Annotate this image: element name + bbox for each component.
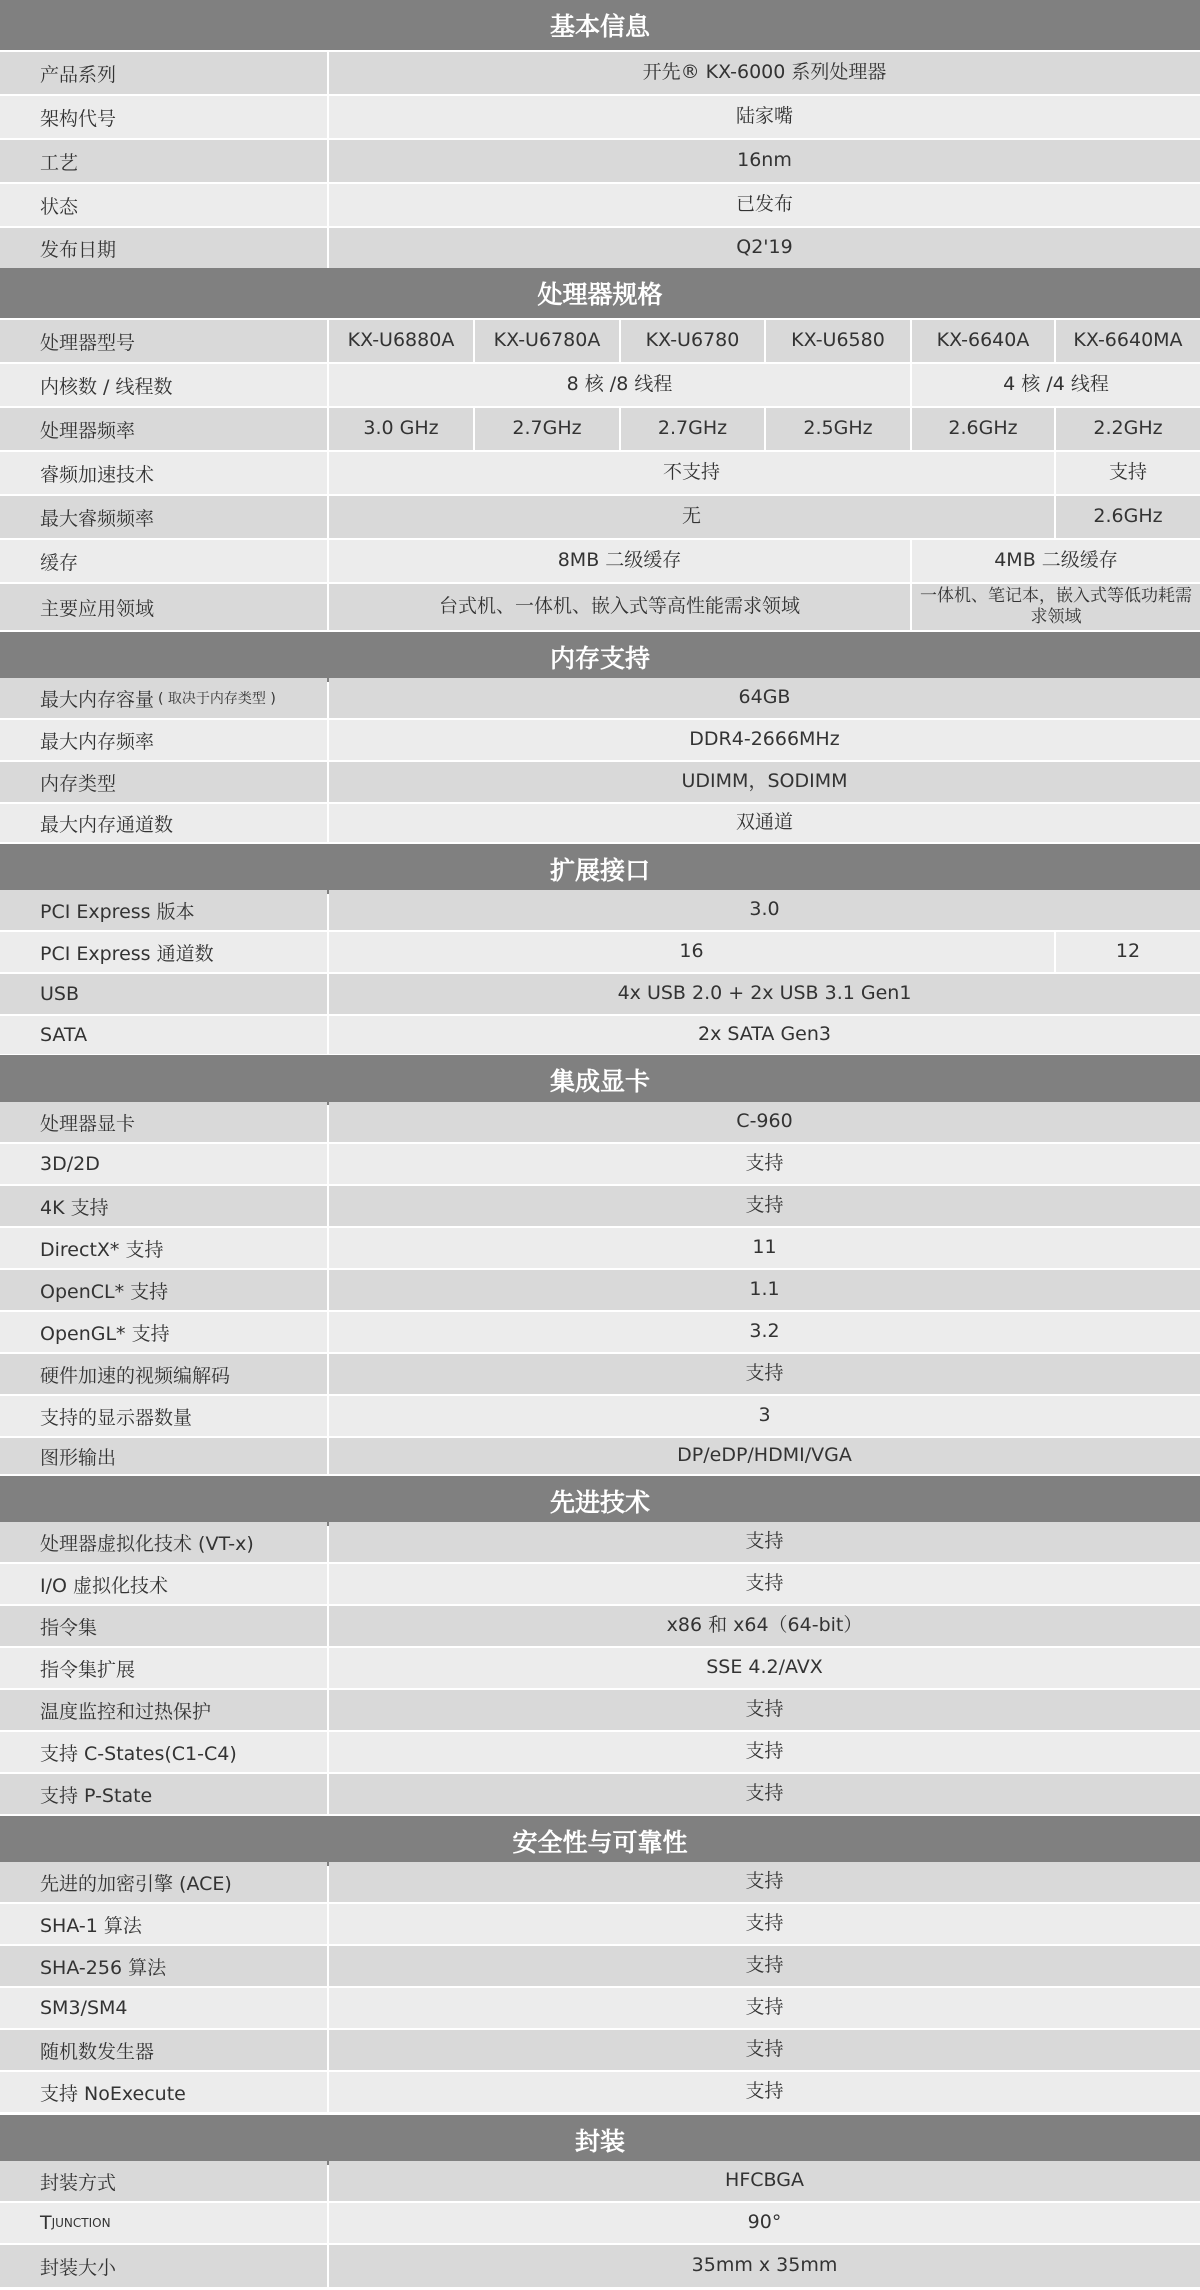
- row-value: 台式机、一体机、嵌入式等高性能需求领域: [329, 584, 910, 630]
- row-label-text: 工艺: [40, 151, 79, 174]
- row-label: [0, 320, 327, 362]
- row-value: SSE 4.2/AVX: [329, 1648, 1200, 1688]
- row-label: [0, 1016, 327, 1054]
- row-label-text: 处理器显卡: [40, 1112, 136, 1135]
- row-label: [0, 890, 327, 930]
- row-label: [0, 1564, 327, 1604]
- row-value: 无: [329, 496, 1054, 538]
- row-label: [0, 1102, 327, 1142]
- row-value: 64GB: [329, 678, 1200, 718]
- row-label: [0, 1690, 327, 1730]
- row-value: Q2'19: [329, 228, 1200, 268]
- row-value: 8 核 /8 线程: [329, 364, 910, 406]
- row-value: 3.0: [329, 890, 1200, 930]
- row-label-subscript: JUNCTION: [51, 2216, 111, 2230]
- row-value: 2.6GHz: [912, 408, 1054, 450]
- row-value: KX-U6780A: [475, 320, 619, 362]
- row-label-text: 架构代号: [40, 107, 117, 130]
- row-value: KX-U6880A: [329, 320, 473, 362]
- row-value: 支持: [329, 2030, 1200, 2070]
- row-value: C-960: [329, 1102, 1200, 1142]
- row-label-text: 缓存: [40, 551, 79, 574]
- row-value: 支持: [329, 1774, 1200, 1814]
- row-label: [0, 1606, 327, 1646]
- row-label: [0, 1396, 327, 1436]
- row-value: 支持: [329, 1862, 1200, 1902]
- row-label: [0, 1946, 327, 1986]
- row-label: [0, 974, 327, 1014]
- row-value: 3.2: [329, 1312, 1200, 1352]
- row-value: 支持: [329, 1732, 1200, 1772]
- row-label: [0, 2161, 327, 2201]
- row-value: 1.1: [329, 1270, 1200, 1310]
- row-label: [0, 452, 327, 494]
- row-value: KX-6640A: [912, 320, 1054, 362]
- row-label-text: 处理器虚拟化技术 (VT-x): [40, 1532, 254, 1555]
- row-value: DP/eDP/HDMI/VGA: [329, 1438, 1200, 1474]
- row-value: 支持: [1056, 452, 1200, 494]
- row-label-text: DirectX* 支持: [40, 1238, 164, 1261]
- section-header: 安全性与可靠性: [0, 1816, 1200, 1866]
- row-value: 开先® KX-6000 系列处理器: [329, 52, 1200, 94]
- row-label-text: 发布日期: [40, 238, 117, 261]
- row-label-text: OpenCL* 支持: [40, 1280, 169, 1303]
- section-header: 扩展接口: [0, 844, 1200, 894]
- row-label-text: 支持 C-States(C1-C4): [40, 1742, 237, 1765]
- row-value: KX-U6780: [621, 320, 764, 362]
- row-value: 支持: [329, 1988, 1200, 2028]
- row-label: [0, 1522, 327, 1562]
- row-label-note: ( 取决于内存类型 ): [158, 691, 276, 707]
- row-value: HFCBGA: [329, 2161, 1200, 2201]
- row-label: [0, 1186, 327, 1226]
- row-label: [0, 228, 327, 268]
- row-label-text: SATA: [40, 1024, 88, 1046]
- row-label-text: 主要应用领域: [40, 597, 155, 620]
- row-label: [0, 496, 327, 538]
- row-value: 8MB 二级缓存: [329, 540, 910, 582]
- row-label-text: 支持 P-State: [40, 1784, 153, 1807]
- row-value: 支持: [329, 1690, 1200, 1730]
- row-value: 12: [1056, 932, 1200, 972]
- row-label-text: 温度监控和过热保护: [40, 1700, 212, 1723]
- row-label-text: 支持的显示器数量: [40, 1406, 193, 1429]
- row-label-text: 图形输出: [40, 1446, 117, 1469]
- row-label: [0, 1354, 327, 1394]
- row-value: 双通道: [329, 804, 1200, 842]
- row-value: 陆家嘴: [329, 96, 1200, 138]
- row-label: [0, 408, 327, 450]
- row-label: [0, 720, 327, 760]
- row-label: [0, 184, 327, 226]
- row-label-text: 状态: [40, 195, 79, 218]
- row-value: KX-6640MA: [1056, 320, 1200, 362]
- row-value: 支持: [329, 1904, 1200, 1944]
- row-value: x86 和 x64（64-bit）: [329, 1606, 1200, 1646]
- row-value: 16: [329, 932, 1054, 972]
- row-label-text: PCI Express 通道数: [40, 942, 214, 965]
- row-label: [0, 1270, 327, 1310]
- row-label: [0, 932, 327, 972]
- row-label-text: 内存类型: [40, 772, 117, 795]
- row-label: [0, 584, 327, 630]
- row-label-text: 最大内存通道数: [40, 813, 174, 836]
- row-value: 不支持: [329, 452, 1054, 494]
- row-value: 2x SATA Gen3: [329, 1016, 1200, 1054]
- row-label: [0, 364, 327, 406]
- row-value: 2.7GHz: [621, 408, 764, 450]
- section-header: 先进技术: [0, 1476, 1200, 1526]
- row-value: 支持: [329, 1144, 1200, 1184]
- row-label-text: 指令集: [40, 1616, 98, 1639]
- row-label-text: 处理器频率: [40, 419, 136, 442]
- row-label: [0, 1732, 327, 1772]
- row-value: 2.6GHz: [1056, 496, 1200, 538]
- row-label-text: 处理器型号: [40, 331, 136, 354]
- row-value: 11: [329, 1228, 1200, 1268]
- row-value: 4MB 二级缓存: [912, 540, 1200, 582]
- row-label-text: SHA-1 算法: [40, 1914, 142, 1937]
- row-value: 2.7GHz: [475, 408, 619, 450]
- row-value: KX-U6580: [766, 320, 910, 362]
- row-label-text: 指令集扩展: [40, 1658, 136, 1681]
- row-label-text: 随机数发生器: [40, 2040, 155, 2063]
- row-label-text: 硬件加速的视频编解码: [40, 1364, 231, 1387]
- row-label-text: USB: [40, 983, 80, 1005]
- row-label: [0, 1862, 327, 1902]
- row-label: [0, 1988, 327, 2028]
- row-value: 4x USB 2.0 + 2x USB 3.1 Gen1: [329, 974, 1200, 1014]
- row-label-text: 4K 支持: [40, 1196, 109, 1219]
- row-label: [0, 762, 327, 802]
- row-label: [0, 1904, 327, 1944]
- section-header: 封装: [0, 2115, 1200, 2165]
- row-label: [0, 2245, 327, 2287]
- row-label: [0, 1228, 327, 1268]
- row-label: [0, 1312, 327, 1352]
- row-label: [0, 1144, 327, 1184]
- section-header: 内存支持: [0, 632, 1200, 682]
- row-label-text: 封装方式: [40, 2171, 117, 2194]
- row-value: DDR4-2666MHz: [329, 720, 1200, 760]
- row-label: [0, 2072, 327, 2112]
- row-label: [0, 678, 327, 718]
- row-value: 支持: [329, 1354, 1200, 1394]
- row-label-text: 产品系列: [40, 63, 117, 86]
- row-label-text: OpenGL* 支持: [40, 1322, 170, 1345]
- row-label-text: T: [40, 2212, 52, 2234]
- row-label: [0, 1648, 327, 1688]
- section-header: 集成显卡: [0, 1055, 1200, 1105]
- row-label-text: PCI Express 版本: [40, 900, 195, 923]
- section-header: 处理器规格: [0, 268, 1200, 318]
- row-label: [0, 2203, 327, 2243]
- row-label: [0, 2030, 327, 2070]
- row-value: UDIMM，SODIMM: [329, 762, 1200, 802]
- row-label-text: I/O 虚拟化技术: [40, 1574, 168, 1597]
- row-label-text: 最大睿频频率: [40, 507, 155, 530]
- row-label-text: 睿频加速技术: [40, 463, 155, 486]
- row-label-text: 最大内存容量: [40, 688, 155, 711]
- row-label: [0, 804, 327, 842]
- row-value: 支持: [329, 1522, 1200, 1562]
- row-value: 支持: [329, 2072, 1200, 2112]
- row-label: [0, 140, 327, 182]
- row-value: 3: [329, 1396, 1200, 1436]
- row-value: 2.5GHz: [766, 408, 910, 450]
- row-label-text: 先进的加密引擎 (ACE): [40, 1872, 232, 1895]
- row-value: 4 核 /4 线程: [912, 364, 1200, 406]
- row-label: [0, 1438, 327, 1474]
- row-value: 支持: [329, 1564, 1200, 1604]
- row-value: 90°: [329, 2203, 1200, 2243]
- row-label-text: 最大内存频率: [40, 730, 155, 753]
- row-label-text: 3D/2D: [40, 1153, 100, 1175]
- row-value: 一体机、笔记本，嵌入式等低功耗需求领域: [912, 584, 1200, 630]
- row-value: 3.0 GHz: [329, 408, 473, 450]
- row-label: [0, 1774, 327, 1814]
- row-value: 支持: [329, 1946, 1200, 1986]
- row-value: 已发布: [329, 184, 1200, 226]
- row-label: [0, 96, 327, 138]
- row-label: [0, 540, 327, 582]
- section-header: 基本信息: [0, 0, 1200, 50]
- row-value: 支持: [329, 1186, 1200, 1226]
- row-label-text: 封装大小: [40, 2256, 117, 2279]
- row-value: 2.2GHz: [1056, 408, 1200, 450]
- row-label-text: 内核数 / 线程数: [40, 375, 173, 398]
- row-label-text: SHA-256 算法: [40, 1956, 167, 1979]
- row-label-text: SM3/SM4: [40, 1997, 128, 2019]
- row-value: 35mm x 35mm: [329, 2245, 1200, 2287]
- row-label: [0, 52, 327, 94]
- row-value: 16nm: [329, 140, 1200, 182]
- row-label-text: 支持 NoExecute: [40, 2082, 186, 2105]
